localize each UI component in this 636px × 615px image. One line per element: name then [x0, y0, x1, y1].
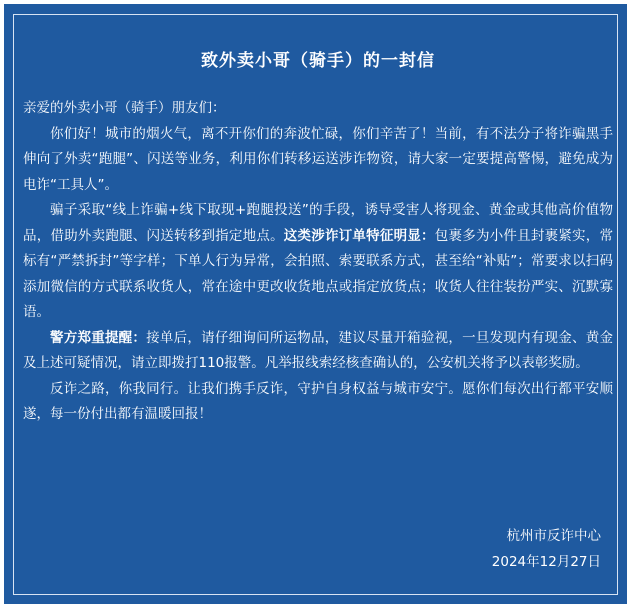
signature-date: 2024年12月27日	[491, 554, 601, 570]
salutation: 亲爱的外卖小哥（骑手）朋友们：	[23, 100, 226, 116]
scam-method-text: 骗子采取“线上诈骗+线下取现+跑腿投送”的手段，诱导受害人将现金、黄金或其他高价值物品，借助外卖跑腿、闪送转移到指定地点。	[23, 202, 613, 244]
paragraph-closing: 反诈之路，你我同行。让我们携手反诈，守护自身权益与城市安宁。愿你们每次出行都平安顺遂，每一份付出都有温暖回报！	[23, 380, 613, 422]
scam-features-heading: 这类涉诈订单特征明显：	[283, 227, 435, 244]
signature-organization: 杭州市反诈中心	[506, 528, 601, 544]
letter-title: 致外卖小哥（骑手）的一封信	[201, 51, 435, 71]
letter-content	[23, 14, 613, 428]
paragraph-police-reminder	[23, 326, 613, 377]
police-reminder-heading: 警方郑重提醒：	[50, 329, 147, 346]
scam-features-text: 包裹多为小件且封裹紧实，常标有“严禁拆封”等字样；下单人行为异常，会拍照、索要联系方式，甚至给“补贴”；常要求以扫码添加微信的方式联系收货人，常在途中更改收货地点或指定放货点；收货人往往装扮严实、沉默寡语。	[23, 227, 614, 320]
paragraph-scam-method	[23, 198, 613, 326]
signature-block	[492, 523, 601, 575]
paragraph-greeting: 你们好！城市的烟火气，离不开你们的奔波忙碌，你们辛苦了！当前，有不法分子将诈骗黑手伸向了外卖“跑腿”、闪送等业务，利用你们转移运送涉诈物资，请大家一定要提高警惕，避免成为电诈“工具人”。	[23, 125, 613, 193]
poster-background	[4, 4, 627, 604]
letter-body	[23, 96, 613, 428]
police-reminder-text: 接单后，请仔细询问所运物品，建议尽量开箱验视，一旦发现内有现金、黄金及上述可疑情况，请立即拨打110报警。凡举报线索经核查确认的，公安机关将予以表彰奖励。	[23, 329, 614, 371]
